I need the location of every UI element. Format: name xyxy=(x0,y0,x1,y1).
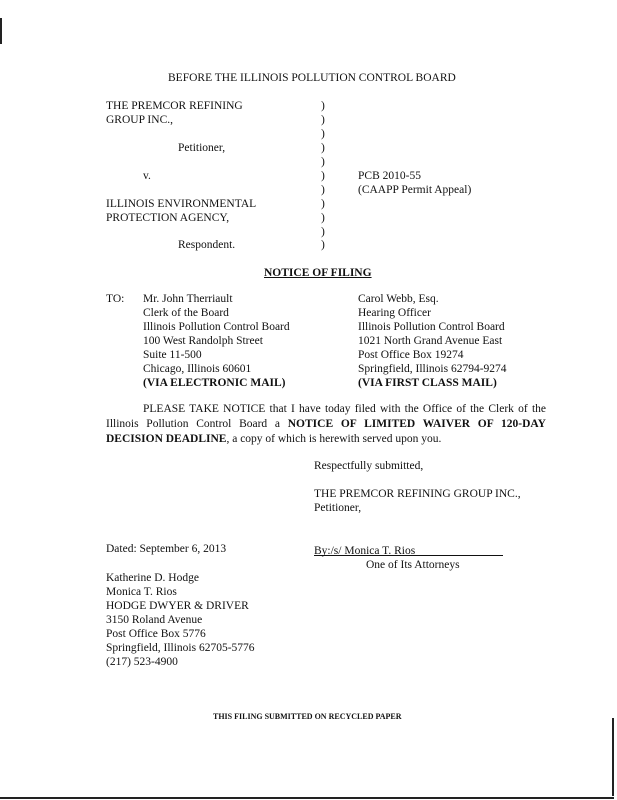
caption-bracket: ) xyxy=(321,114,325,126)
recipient-right-line: Illinois Pollution Control Board xyxy=(358,321,505,333)
signature-by: By:/s/ Monica T. Rios xyxy=(314,545,416,557)
notice-title: NOTICE OF FILING xyxy=(264,267,372,279)
caption-bracket: ) xyxy=(321,198,325,210)
signature-line xyxy=(314,555,503,556)
attorney-line: Springfield, Illinois 62705-5776 xyxy=(106,642,255,654)
notice-body-paragraph xyxy=(106,402,546,447)
respondent-name-line1: ILLINOIS ENVIRONMENTAL xyxy=(106,198,257,210)
notice-body-document-title: NOTICE OF LIMITED WAIVER OF 120-DAY DECISION DEADLINE xyxy=(106,418,546,445)
scan-edge-mark-left xyxy=(0,18,2,44)
closing-party: THE PREMCOR REFINING GROUP INC., xyxy=(314,488,521,500)
recipient-right-delivery: (VIA FIRST CLASS MAIL) xyxy=(358,377,497,389)
recipient-right-line: 1021 North Grand Avenue East xyxy=(358,335,503,347)
petitioner-name-line2: GROUP INC., xyxy=(106,114,173,126)
caption-bracket: ) xyxy=(321,142,325,154)
recipient-left-line: Mr. John Therriault xyxy=(143,293,233,305)
recipient-right-line: Post Office Box 19274 xyxy=(358,349,464,361)
respondent-name-line2: PROTECTION AGENCY, xyxy=(106,212,230,224)
dated-line: Dated: September 6, 2013 xyxy=(106,543,227,555)
page-footer: THIS FILING SUBMITTED ON RECYCLED PAPER xyxy=(213,712,402,721)
recipient-left-line: 100 West Randolph Street xyxy=(143,335,263,347)
respondent-role: Respondent. xyxy=(178,239,236,251)
recipient-left-line: Chicago, Illinois 60601 xyxy=(143,363,252,375)
respectfully-submitted: Respectfully submitted, xyxy=(314,460,424,472)
caption-bracket: ) xyxy=(321,226,325,238)
page-heading: BEFORE THE ILLINOIS POLLUTION CONTROL BOARD xyxy=(168,72,456,84)
caption-bracket: ) xyxy=(321,239,325,251)
recipient-left-line: Illinois Pollution Control Board xyxy=(143,321,290,333)
caption-bracket: ) xyxy=(321,184,325,196)
notice-body-text-end: , a copy of which is herewith served upon you. xyxy=(226,433,442,445)
recipient-left-line: Clerk of the Board xyxy=(143,307,229,319)
caption-bracket: ) xyxy=(321,128,325,140)
caption-bracket: ) xyxy=(321,100,325,112)
petitioner-name-line1: THE PREMCOR REFINING xyxy=(106,100,243,112)
attorney-line: Monica T. Rios xyxy=(106,586,177,598)
caption-bracket: ) xyxy=(321,156,325,168)
petitioner-role: Petitioner, xyxy=(178,142,226,154)
recipient-right-line: Springfield, Illinois 62794-9274 xyxy=(358,363,507,375)
case-type: (CAAPP Permit Appeal) xyxy=(358,184,472,196)
signature-title: One of Its Attorneys xyxy=(366,559,460,571)
recipient-right-line: Hearing Officer xyxy=(358,307,431,319)
scan-edge-mark-right xyxy=(612,718,614,796)
recipient-left-line: Suite 11-500 xyxy=(143,349,202,361)
closing-party-role: Petitioner, xyxy=(314,502,362,514)
attorney-line: Post Office Box 5776 xyxy=(106,628,206,640)
scan-edge-mark-bottom xyxy=(0,797,614,799)
caption-bracket: ) xyxy=(321,212,325,224)
versus: v. xyxy=(143,170,151,182)
attorney-line: Katherine D. Hodge xyxy=(106,572,199,584)
attorney-line: 3150 Roland Avenue xyxy=(106,614,203,626)
case-number: PCB 2010-55 xyxy=(358,170,421,182)
to-label: TO: xyxy=(106,293,125,305)
caption-bracket: ) xyxy=(321,170,325,182)
recipient-left-delivery: (VIA ELECTRONIC MAIL) xyxy=(143,377,286,389)
attorney-line: HODGE DWYER & DRIVER xyxy=(106,600,249,612)
attorney-line: (217) 523-4900 xyxy=(106,656,178,668)
recipient-right-line: Carol Webb, Esq. xyxy=(358,293,439,305)
notice-body-text: PLEASE TAKE NOTICE that I have today filed with the Office of the Clerk of the Illinois Pollution Control Board a xyxy=(106,403,546,430)
